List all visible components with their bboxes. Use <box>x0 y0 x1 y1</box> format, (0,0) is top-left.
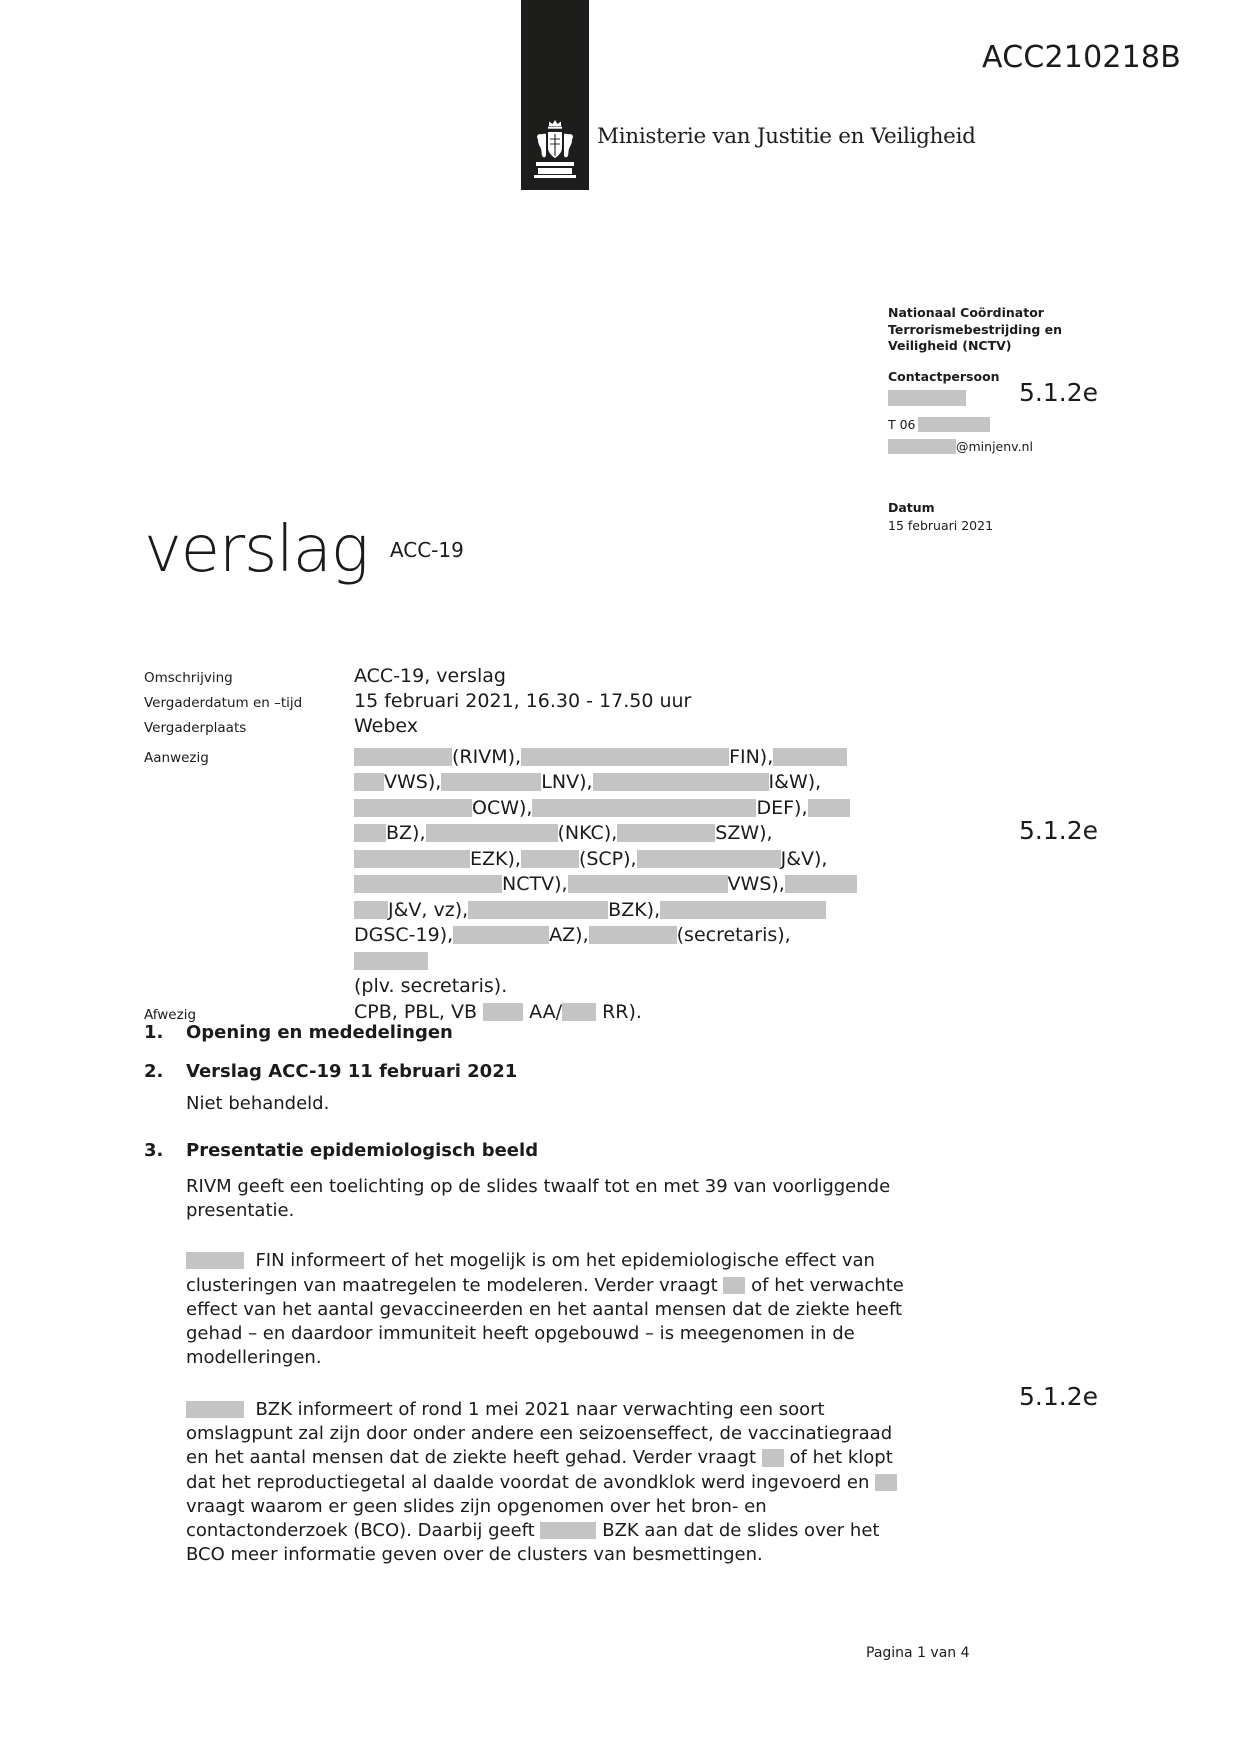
organisation-line-3: Veiligheid (NCTV) <box>888 338 1012 354</box>
page-title <box>144 513 464 587</box>
redaction-bar <box>762 1449 784 1466</box>
redaction-bar <box>426 824 558 842</box>
redaction-marker-1: 5.1.2e <box>1019 378 1098 407</box>
redaction-bar <box>521 748 729 766</box>
afwezig-text-1: CPB, PBL, VB <box>354 1000 484 1023</box>
redaction-bar <box>441 773 541 791</box>
info-label-omschrijving: Omschrijving <box>144 670 233 686</box>
datum-label: Datum <box>888 499 935 515</box>
redaction-bar <box>521 850 579 868</box>
agenda-item-3 <box>144 1140 904 1161</box>
redaction-bar <box>354 850 470 868</box>
redaction-bar <box>354 799 472 817</box>
attendee-org: FIN), <box>729 745 774 768</box>
afwezig-text-2: AA/ <box>523 1000 563 1023</box>
info-row-omschrijving <box>144 665 864 690</box>
attendee-org: (secretaris), <box>676 924 791 947</box>
agenda-item-1 <box>144 1022 904 1043</box>
attendee-org: DEF), <box>756 796 808 819</box>
attendee-org: VWS), <box>727 873 785 896</box>
attendee-org: LNV), <box>541 771 593 794</box>
redaction-marker-3: 5.1.2e <box>1019 1382 1098 1411</box>
afwezig-text-3: RR). <box>596 1000 642 1023</box>
redaction-bar <box>660 901 826 919</box>
redaction-bar <box>354 824 386 842</box>
redaction-bar <box>785 875 857 893</box>
paragraph-bzk-text-4: BZK aan dat de slides over het BCO meer informatie geven over de clusters van besmettingen. <box>186 1519 880 1566</box>
info-label-aanwezig: Aanwezig <box>144 749 209 766</box>
attendee-org: BZK), <box>608 898 661 921</box>
phone-prefix: T 06 <box>888 416 916 432</box>
agenda-list <box>144 1022 904 1585</box>
ministry-name: Ministerie van Justitie en Veiligheid <box>597 124 976 149</box>
redaction-bar <box>637 850 781 868</box>
redaction-marker-2: 5.1.2e <box>1019 816 1098 845</box>
redaction-bar <box>723 1277 745 1294</box>
redaction-bar <box>532 799 756 817</box>
attendee-org: (RIVM), <box>452 745 522 768</box>
paragraph-bzk-text-2: of het klopt dat het reproductiegetal al daalde voordat de avondklok werd ingevoerd en <box>186 1447 893 1493</box>
paragraph-fin-text-1: FIN informeert of het mogelijk is om het epidemiologische effect van clusteringen van maatregelen te modeleren. Verder vraagt <box>186 1250 875 1296</box>
paragraph-bzk-text-1: BZK informeert of rond 1 mei 2021 naar verwachting een soort omslagpunt zal zijn door onder andere een seizoenseffect, de vaccinatiegraad en het aantal mensen dat de ziekte heeft gehad. Verder vraagt <box>186 1399 893 1469</box>
meeting-info-table <box>144 665 864 1027</box>
redaction-bar <box>888 439 956 454</box>
attendee-org: J&V), <box>780 847 828 870</box>
redaction-bar <box>354 748 452 766</box>
info-row-vergaderplaats <box>144 715 864 740</box>
redaction-bar <box>354 952 428 970</box>
attendee-org: (NKC), <box>557 822 618 845</box>
redaction-bar <box>888 390 966 406</box>
redaction-bar <box>354 773 384 791</box>
agenda-number: 3. <box>144 1140 164 1162</box>
redaction-bar <box>875 1474 897 1491</box>
netherlands-coat-of-arms-icon <box>528 118 582 180</box>
attendee-org: SZW), <box>715 822 773 845</box>
datum-block <box>888 500 1068 535</box>
contact-email <box>888 436 1068 456</box>
redaction-bar <box>354 901 388 919</box>
title-subtitle: ACC-19 <box>389 538 464 562</box>
attendee-org: AZ), <box>549 924 589 947</box>
redaction-bar <box>773 748 847 766</box>
info-label-vergaderdatum: Vergaderdatum en –tijd <box>144 695 303 712</box>
paragraph-bzk <box>186 1398 904 1567</box>
redaction-bar <box>468 901 608 919</box>
datum-value: 15 februari 2021 <box>888 517 994 533</box>
attendee-org: I&W), <box>768 771 822 794</box>
attendee-org: J&V, vz), <box>388 898 469 921</box>
redaction-bar <box>186 1401 244 1418</box>
paragraph-bzk-text-3: vraagt waarom er geen slides zijn opgenomen over het bron- en contactonderzoek (BCO). Daarbij geeft <box>186 1495 767 1541</box>
agenda-heading: Opening en mededelingen <box>186 1022 453 1043</box>
attendee-org: VWS), <box>384 771 442 794</box>
info-label-vergaderplaats: Vergaderplaats <box>144 720 247 737</box>
info-label-afwezig: Afwezig <box>144 1006 197 1023</box>
agenda-3-paragraph: RIVM geeft een toelichting op de slides twaalf tot en met 39 van voorliggende presentatie. <box>186 1176 891 1222</box>
attendee-org: BZ), <box>386 822 426 845</box>
info-value-vergaderdatum: 15 februari 2021, 16.30 - 17.50 uur <box>354 690 692 713</box>
organisation-block <box>888 305 1068 355</box>
email-suffix: @minjenv.nl <box>956 438 1033 454</box>
paragraph-fin <box>186 1249 904 1370</box>
contact-label: Contactpersoon <box>888 368 1000 384</box>
attendee-org: (plv. secretaris). <box>354 975 508 998</box>
agenda-2-paragraph: Niet behandeld. <box>186 1093 330 1114</box>
attendee-org: (SCP), <box>578 847 637 870</box>
redaction-bar <box>808 799 850 817</box>
agenda-heading: Presentatie epidemiologisch beeld <box>186 1140 539 1162</box>
attendee-org: EZK), <box>470 847 521 870</box>
redaction-bar <box>354 875 502 893</box>
info-row-vergaderdatum <box>144 690 864 715</box>
paragraph-fin-text-2: of het verwachte effect van het aantal gevaccineerden en het aantal mensen dat de ziekte heeft gehad – en daardoor immuniteit heeft opgebouwd – is meegenomen in de modelleringen. <box>186 1274 904 1368</box>
redaction-bar <box>186 1252 244 1269</box>
page-footer: Pagina 1 van 4 <box>866 1645 970 1661</box>
agenda-item-2 <box>144 1061 904 1082</box>
attendee-org: OCW), <box>472 796 533 819</box>
redaction-bar <box>453 926 549 944</box>
info-row-aanwezig <box>144 745 864 1000</box>
redaction-bar <box>593 773 769 791</box>
redaction-bar <box>483 1003 523 1021</box>
redaction-bar <box>540 1522 596 1539</box>
info-value-vergaderplaats: Webex <box>354 715 419 738</box>
agenda-heading: Verslag ACC-19 11 februari 2021 <box>186 1061 518 1082</box>
document-code: ACC210218B <box>982 40 1181 75</box>
redaction-bar <box>562 1003 596 1021</box>
agenda-number: 2. <box>144 1061 164 1082</box>
redaction-bar <box>568 875 728 893</box>
redaction-bar <box>617 824 715 842</box>
info-value-aanwezig <box>354 745 864 1000</box>
organisation-line-2: Terrorismebestrijding en <box>888 321 1063 337</box>
meta-column <box>888 305 1068 549</box>
info-value-omschrijving: ACC-19, verslag <box>354 665 506 687</box>
agenda-number: 1. <box>144 1022 164 1043</box>
attendee-org: NCTV), <box>502 873 568 896</box>
redaction-bar <box>589 926 677 944</box>
attendee-org: DGSC-19), <box>354 924 454 947</box>
title-main: verslag <box>144 513 368 587</box>
redaction-bar <box>918 417 990 432</box>
contact-phone <box>888 414 1068 434</box>
organisation-line-1: Nationaal Coördinator <box>888 305 1044 320</box>
